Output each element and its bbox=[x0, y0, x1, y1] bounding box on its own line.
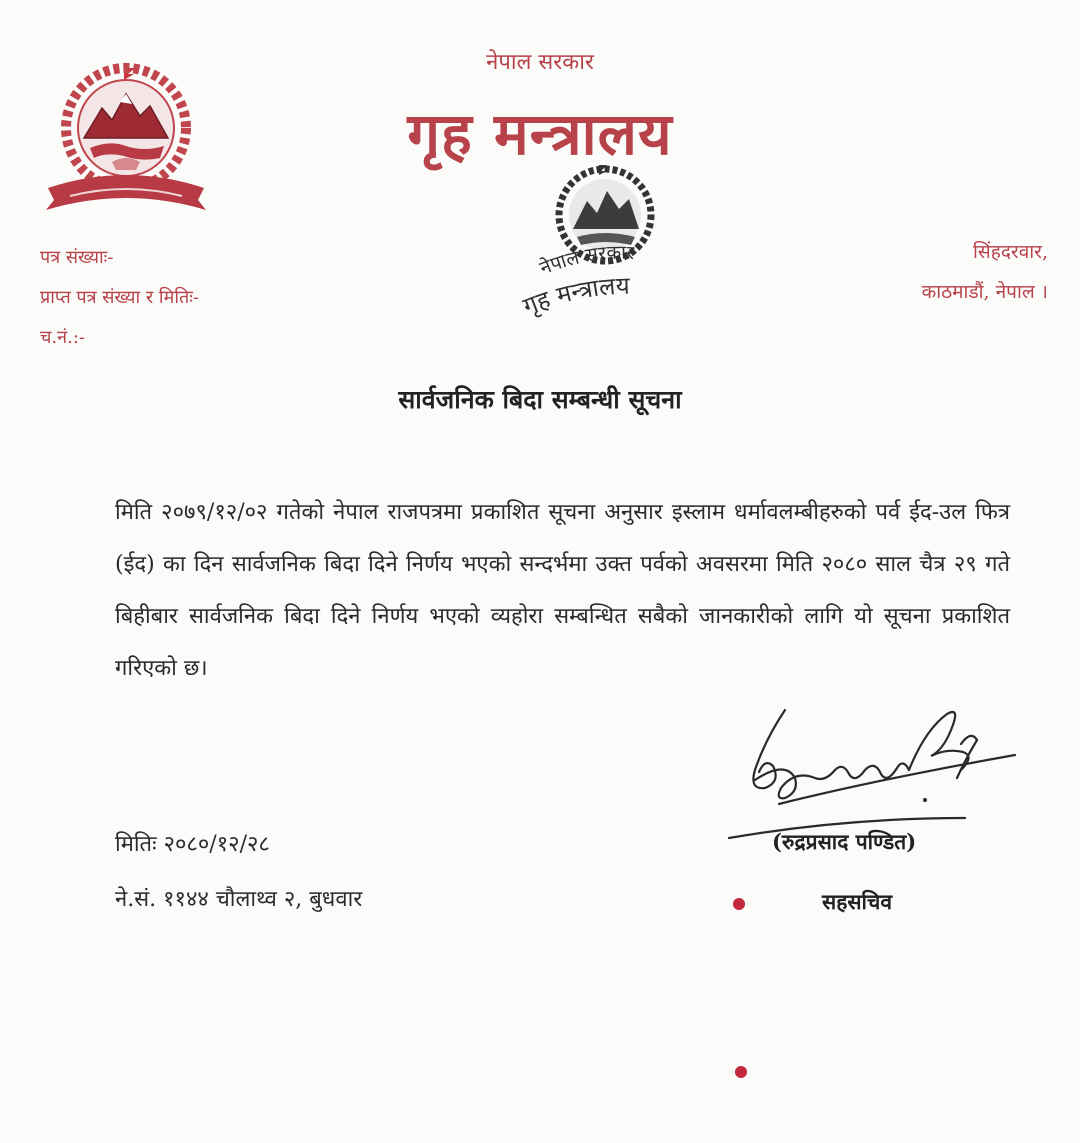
red-bullet-dot bbox=[733, 898, 745, 910]
seal-text-line2: गृह मन्त्रालय bbox=[519, 271, 631, 321]
red-bullet-dot bbox=[735, 1066, 747, 1078]
address-line2: काठमाडौं, नेपाल । bbox=[921, 281, 1048, 303]
dispatch-number-label: च.नं.:- bbox=[40, 327, 86, 348]
seal-text-line1: नेपाल सरकार bbox=[536, 241, 635, 280]
ministry-seal-icon bbox=[515, 155, 705, 335]
ministry-address bbox=[922, 232, 1048, 312]
issue-date: मितिः २०८०/१२/२८ bbox=[115, 832, 270, 857]
signer-designation: सहसचिव bbox=[822, 889, 892, 914]
ministry-title: गृह मन्त्रालय bbox=[407, 100, 673, 168]
nepal-sambat-date: ने.सं. ११४४ चौलाथ्व २, बुधवार bbox=[115, 887, 363, 912]
address-line1: सिंहदरवार, bbox=[972, 241, 1048, 263]
svg-text:गृह मन्त्रालय bbox=[519, 271, 631, 321]
notice-subject: सार्वजनिक बिदा सम्बन्धी सूचना bbox=[398, 385, 682, 414]
received-letter-label: प्राप्त पत्र संख्या र मितिः- bbox=[40, 287, 199, 308]
signer-name: (रुद्रप्रसाद पण्डित) bbox=[772, 829, 917, 854]
notice-body: मिति २०७९/१२/०२ गतेको नेपाल राजपत्रमा प्रकाशित सूचना अनुसार इस्लाम धर्मावलम्बीहरुको पर्व ईद-उल फित्र (ईद) का दिन सार्वजनिक बिदा दिने निर्णय भएको सन्दर्भमा उक्त पर्वको अवसरमा मिति २०८० साल चैत्र २९ गते बिहीबार सार्वजनिक बिदा दिने निर्णय भएको व्यहोरा सम्बन्धित सबैको जानकारीको लागि यो सूचना प्रकाशित गरिएको छ। bbox=[115, 500, 1010, 681]
letter-number-label: पत्र संख्याः- bbox=[40, 247, 114, 268]
gov-header-small: नेपाल सरकार bbox=[486, 50, 594, 75]
